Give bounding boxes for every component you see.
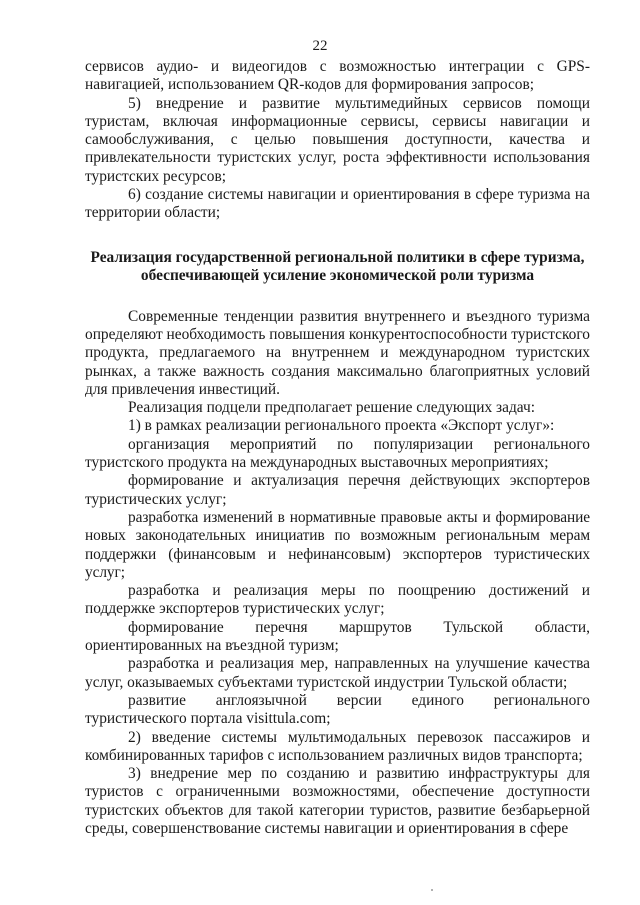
list-item: организация мероприятий по популяризации регионального туристского продукта на международных выставочных мероприятиях; [85,435,590,472]
paragraph: Современные тенденции развития внутреннего и въездного туризма определяют необходимость повышения конкурентоспособности туристского продукта, предлагаемого на внутреннем и международном туристских рынках, а также важность создания максимально благоприятных условий для привлечения инвестиций. [85,307,590,398]
paragraph: 6) создание системы навигации и ориентирования в сфере туризма на территории области; [85,186,590,222]
list-item: разработка и реализация меры по поощрению достижений и поддержке экспортеров туристических услуг; [85,582,590,618]
list-item: 2) введение системы мультимодальных перевозок пассажиров и комбинированных тарифов с использованием различных видов транспорта; [85,728,590,764]
document-body [85,58,590,838]
paragraph: 5) внедрение и развитие мультимедийных сервисов помощи туристам, включая информационные сервисы, сервисы навигации и самообслуживания, с целью повышения доступности, качества и привлекательности туристских услуг, роста эффективности использования туристских ресурсов; [85,94,590,185]
page-number: 22 [312,38,328,54]
list-item: 1) в рамках реализации регионального проекта «Экспорт услуг»: [128,417,555,435]
section-heading [85,249,590,286]
list-item: формирование перечня маршрутов Тульской области, ориентированных на въездной туризм; [85,618,590,655]
paragraph: сервисов аудио- и видеогидов с возможностью интеграции с GPS-навигацией, использованием QR-кодов для формирования запросов; [85,58,590,94]
section-heading-line: обеспечивающей усиление экономической роли туризма [140,267,535,285]
section-heading-line: Реализация государственной региональной политики в сфере туризма, [90,248,585,266]
list-item: разработка и реализация мер, направленных на улучшение качества услуг, оказываемых субъектами туристской индустрии Тульской области; [85,655,590,691]
scan-speck [431,889,433,891]
paragraph: Реализация подцели предполагает решение следующих задач: [128,399,536,417]
list-item: разработка изменений в нормативные правовые акты и формирование новых законодательных инициатив по возможным региональным мерам поддержки (финансовым и нефинансовым) экспортеров туристических услуг; [85,508,590,581]
list-item: развитие англоязычной версии единого регионального туристического портала visittula.com; [85,691,590,728]
list-item: формирование и актуализация перечня действующих экспортеров туристических услуг; [85,472,590,508]
list-item: 3) внедрение мер по созданию и развитию инфраструктуры для туристов с ограниченными возможностями, обеспечение доступности туристских объектов для такой категории туристов, развитие безбарьерной среды, совершенствование системы навигации и ориентирования в сфере [85,765,590,837]
